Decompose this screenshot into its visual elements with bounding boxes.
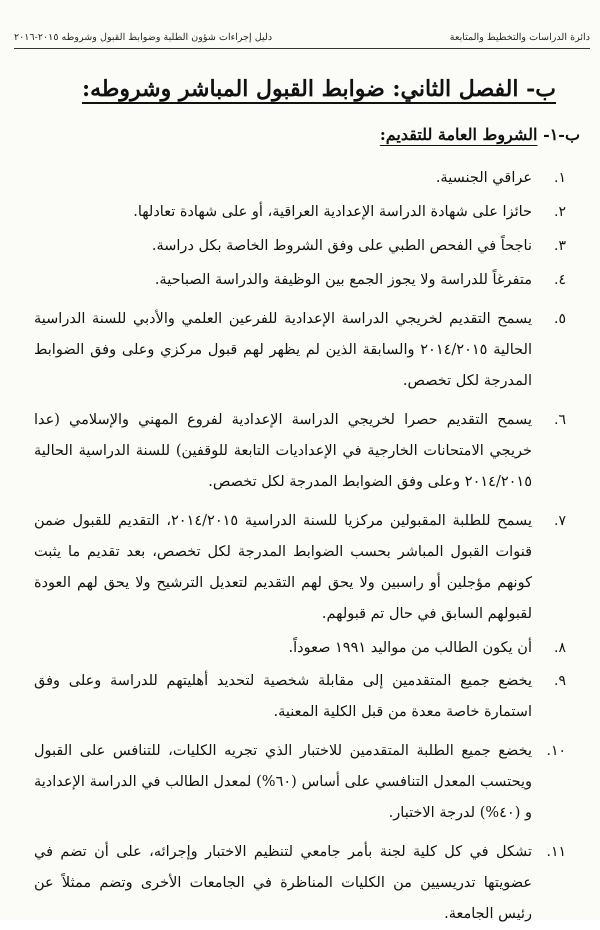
- item-text: يخضع جميع الطلبة المتقدمين للاختبار الذي تجريه الكليات، للتنافس على القبول ويحتسب المعدل التنافسي على أساس (٦٠%) لمعدل الطالب في الدراسة الإعدادية و (٤٠%) لدرجة الاختبار.: [34, 743, 532, 821]
- item-number: ٧.: [554, 513, 566, 529]
- item-text: تشكل في كل كلية لجنة بأمر جامعي لتنظيم الاختبار وإجرائه، على أن تضم في عضويتها تدريسيين من الكليات المناظرة في الجامعات الأخرى وتضم ممثلاً عن رئيس الجامعة.: [34, 844, 532, 922]
- chapter-title: ب- الفصل الثاني: ضوابط القبول المباشر وشروطه:: [81, 76, 556, 102]
- item-number: ٤.: [554, 272, 566, 288]
- list-item: [34, 736, 566, 829]
- item-number: ٢.: [554, 204, 566, 220]
- list-item: [34, 405, 566, 498]
- item-number: ٩.: [554, 673, 566, 689]
- header-guide-title: دليل إجراءات شؤون الطلبة وضوابط القبول وشروطه ٢٠١٥-٢٠١٦: [14, 32, 273, 43]
- item-text: عراقي الجنسية.: [435, 170, 532, 186]
- item-text: يخضع جميع المتقدمين إلى مقابلة شخصية لتحديد أهليتهم للدراسة وعلى وفق استمارة خاصة معدة من قبل الكلية المعنية.: [34, 673, 532, 720]
- item-number: ٦.: [554, 412, 566, 428]
- item-text: يسمح التقديم حصرا لخريجي الدراسة الإعدادية لفروع المهني والإسلامي (عدا خريجي الامتحانات الخارجية في الإعداديات التابعة للوقفين) للسنة الدراسية الحالية ٢٠١٤/٢٠١٥ وعلى وفق الضوابط المدرجة لكل تخصص.: [34, 412, 532, 490]
- item-number: ٣.: [554, 238, 566, 254]
- item-text: حائزا على شهادة الدراسة الإعدادية العراقية، أو على شهادة تعادلها.: [133, 204, 532, 220]
- list-item: [34, 632, 566, 664]
- list-item: [34, 196, 566, 228]
- item-number: ٥.: [554, 311, 566, 327]
- item-text: ناجحاً في الفحص الطبي على وفق الشروط الخاصة بكل دراسة.: [151, 238, 532, 254]
- list-item: [34, 506, 566, 630]
- item-number: ١.: [554, 170, 566, 186]
- list-item: [34, 264, 566, 296]
- item-text: متفرغاً للدراسة ولا يجوز الجمع بين الوظيفة والدراسة الصباحية.: [154, 272, 532, 288]
- section-heading: الشروط العامة للتقديم:: [379, 125, 538, 144]
- item-text: أن يكون الطالب من مواليد ١٩٩١ صعوداً.: [288, 640, 532, 656]
- list-item: [34, 162, 566, 194]
- header-department: دائرة الدراسات والتخطيط والمتابعة: [449, 32, 590, 43]
- item-number: ٨.: [554, 640, 566, 656]
- list-item: [34, 666, 566, 728]
- running-header: [14, 26, 590, 44]
- section-title: [60, 123, 580, 147]
- list-item: [34, 837, 566, 930]
- item-text: يسمح التقديم لخريجي الدراسة الإعدادية للفرعين العلمي والأدبي للسنة الدراسية الحالية ٢٠١٤/٢٠١٥ والسابقة الذين لم يظهر لهم قبول مركزي وعلى وفق الضوابط المدرجة لكل تخصص.: [34, 311, 532, 389]
- item-text: يسمح للطلبة المقبولين مركزيا للسنة الدراسية ٢٠١٤/٢٠١٥، التقديم للقبول ضمن قنوات القبول المباشر بحسب الضوابط المدرجة لكل تخصص، بعد تقديم ما يثبت كونهم مؤجلين أو راسبين ولا يحق لهم التقديم لتعديل الترشيح ولا يحق لهم العودة لقبولهم السابق في حال تم قبولهم.: [34, 513, 532, 622]
- item-number: ١١.: [546, 844, 566, 860]
- list-item: [34, 304, 566, 397]
- section-number: ب-١-: [543, 125, 580, 144]
- header-rule: [14, 48, 590, 49]
- item-number: ١٠.: [546, 743, 566, 759]
- conditions-list: [34, 160, 566, 930]
- list-item: [34, 230, 566, 262]
